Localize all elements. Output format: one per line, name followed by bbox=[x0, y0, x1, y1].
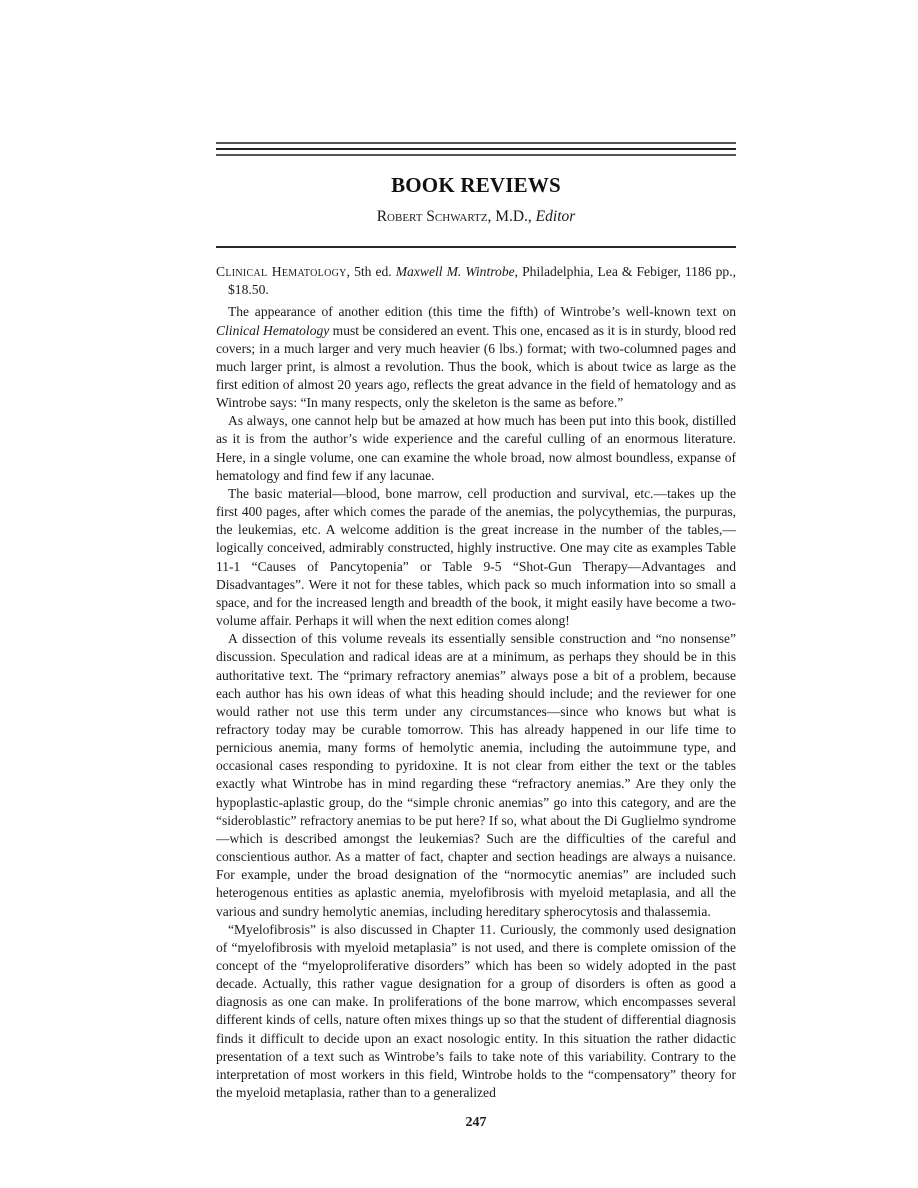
page-number: 247 bbox=[465, 1115, 487, 1131]
review-paragraph bbox=[216, 485, 736, 630]
book-author: Maxwell M. Wintrobe bbox=[395, 264, 515, 280]
divider-rule bbox=[216, 246, 736, 248]
review-paragraph bbox=[216, 630, 736, 921]
document-page bbox=[216, 0, 736, 1152]
editor-name: Robert Schwartz bbox=[376, 208, 488, 225]
book-title: Clinical Hematology bbox=[216, 264, 347, 280]
header-rules bbox=[216, 142, 736, 157]
review-paragraph bbox=[216, 412, 736, 485]
paragraph-text: As always, one cannot help but be amazed at how much has been put into this book, distilled as it is from the author’s wide experience and the careful culling of an enormous literature. Here, in a single volume, one can examine the whole broad, now almost boundless, expanse of hematology and find few if any lacunae. bbox=[216, 413, 736, 483]
divider-rule bbox=[216, 154, 736, 156]
editor-role: Editor bbox=[535, 208, 576, 225]
book-citation bbox=[216, 263, 736, 299]
book-edition: , 5th ed. bbox=[346, 264, 396, 280]
paragraph-text: The appearance of another edition (this time the fifth) of Wintrobe’s well-known text on bbox=[228, 304, 736, 320]
editor-degree: , M.D., bbox=[487, 208, 536, 225]
section-title: BOOK REVIEWS bbox=[391, 173, 561, 197]
divider-rule bbox=[216, 142, 736, 144]
divider-rule bbox=[216, 148, 736, 150]
italic-text: Clinical Hematology bbox=[216, 322, 330, 338]
editor-line bbox=[216, 207, 736, 227]
paragraph-text: The basic material—blood, bone marrow, cell production and survival, etc.—takes up the first 400 pages, after which comes the parade of the anemias, the polycythemias, the purpuras, the leukemias, etc. A welcome addition is the great increase in the number of the tables,—logically conceived, admirably constructed, highly instructive. One may cite as examples Table 11-1 “Causes of Pancytopenia” or Table 9-5 “Shot-Gun Therapy—Advantages and Disadvantages”. Were it not for these tables, which pack so much information into so small a space, and for the increased length and breadth of the book, it might easily have become a two-volume affair. Perhaps it will when the next edition comes along! bbox=[216, 485, 736, 629]
review-paragraph bbox=[216, 303, 736, 412]
review-body bbox=[216, 303, 736, 1102]
paragraph-text: must be considered an event. This one, encased as it is in sturdy, blood red covers; in a much larger and very much heavier (6 lbs.) format; with two-columned pages and much larger print, is almost a revolution. Thus the book, which is about twice as large as the first edition of almost 20 years ago, reflects the great advance in the field of hematology and as Wintrobe says: “In many respects, only the skeleton is the same as before.” bbox=[216, 322, 736, 411]
paragraph-text: “Myelofibrosis” is also discussed in Chapter 11. Curiously, the commonly used designation of “myelofibrosis with myeloid metaplasia” is not used, and there is complete omission of the concept of the “myeloproliferative disorders” which has been so widely adopted in the past decade. Actually, this rather vague designation for a group of disorders is often as good a diagnosis as one can make. In proliferations of the bone marrow, which encompasses several different kinds of cells, nature often mixes things up so that the student of differential diagnosis finds it difficult to decide upon an exact nosologic entity. In this situation the rather didactic presentation of a text such as Wintrobe’s fails to take note of this variability. Contrary to the interpretation of most workers in this field, Wintrobe holds to the “compensatory” theory for the myeloid metaplasia, rather than to a generalized bbox=[216, 921, 736, 1101]
review-paragraph bbox=[216, 921, 736, 1103]
book-publisher-info: , Philadelphia, Lea & Febiger, 1186 pp., $18.50. bbox=[228, 264, 736, 298]
paragraph-text: A dissection of this volume reveals its essentially sensible construction and “no nonsense” discussion. Speculation and radical ideas are at a minimum, as perhaps they should be in this authoritative text. The “primary refractory anemias” always pose a bit of a problem, because each author has his own ideas of what this heading should include; and the reviewer for one would rather not use this term under any circumstances—since who knows but what is refractory today may be curable tomorrow. This has already happened in our life time to pernicious anemia, many forms of hemolytic anemia, including the autoimmune type, and occasional cases responding to pyridoxine. It is not clear from either the text or the tables exactly what Wintrobe has in mind regarding these “refractory anemias.” Are they only the hypoplastic-aplastic group, do the “simple chronic anemias” go into this category, and are the “sideroblastic” refractory anemias to be put here? If so, what about the Di Guglielmo syndrome—which is described amongst the leukemias? Such are the difficulties of the careful and conscientious author. As a matter of fact, chapter and section headings are always a nuisance. For example, under the broad designation of the “normocytic anemias” are included such heterogenous entities as aplastic anemia, myelofibrosis with myeloid metaplasia, and all the various and sundry hemolytic anemias, including hereditary spherocytosis and thalassemia. bbox=[216, 631, 736, 919]
